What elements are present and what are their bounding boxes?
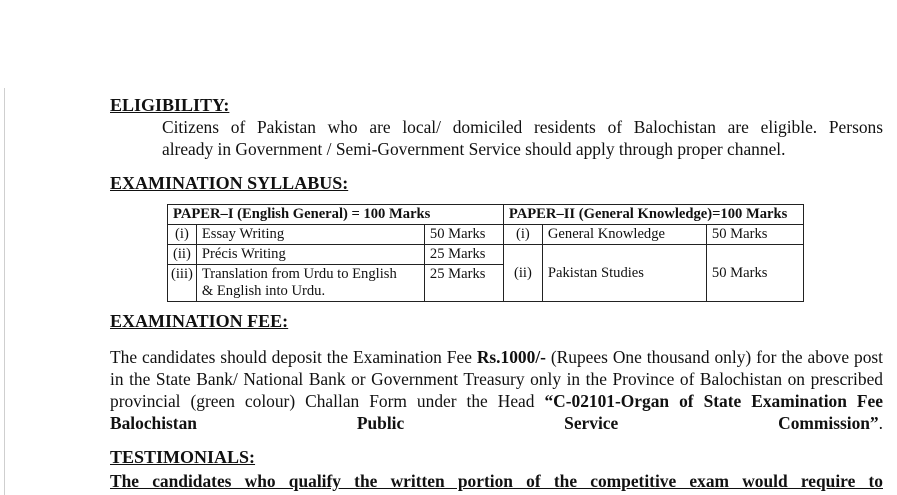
paper1-row-marks: 25 Marks <box>424 245 503 265</box>
paper2-row-num: (ii) <box>503 245 542 302</box>
page-margin-line <box>4 88 5 495</box>
paper1-header: PAPER–I (English General) = 100 Marks <box>168 205 504 225</box>
paper1-row-subject: Précis Writing <box>196 245 424 265</box>
paper2-row-num: (i) <box>503 225 542 245</box>
testimonials-line: The candidates who qualify the written portion of the competitive exam would require to <box>110 471 883 491</box>
paper2-row-marks: 50 Marks <box>706 245 803 302</box>
eligibility-paragraph <box>162 116 883 160</box>
fee-text-b: (Rupees One thousand only) for the above post in the State Bank/ National Bank or Government Treasury only in the Province of Balochistan on prescribed provincial (green colour) Challan Form under the Head <box>110 347 883 411</box>
paper1-row-marks: 50 Marks <box>424 225 503 245</box>
paper1-row-subject-cont: & English into Urdu. <box>201 283 326 299</box>
syllabus-heading: EXAMINATION SYLLABUS: <box>110 173 349 193</box>
fee-heading: EXAMINATION FEE: <box>110 311 289 331</box>
paper2-row-subject: Pakistan Studies <box>542 245 706 302</box>
fee-amount: Rs.1000/- <box>476 347 546 367</box>
table-row <box>168 245 804 265</box>
fee-paragraph <box>110 346 883 434</box>
eligibility-line-1: Citizens of Pakistan who are local/ domiciled residents of Balochistan are eligible. Persons <box>162 117 883 137</box>
table-row <box>168 225 804 245</box>
paper1-row-num: (i) <box>168 225 197 245</box>
syllabus-table <box>167 204 804 302</box>
fee-text <box>110 346 883 434</box>
eligibility-line-2: already in Government / Semi-Government Service should apply through proper channel. <box>162 139 786 159</box>
paper1-row-subject: Translation from Urdu to English <box>201 266 397 282</box>
paper1-row-num: (ii) <box>168 245 197 265</box>
testimonials-heading: TESTIMONIALS: <box>110 447 256 467</box>
fee-text-c: . <box>878 413 883 433</box>
fee-text-a: The candidates should deposit the Examination Fee <box>110 347 477 367</box>
paper2-row-marks: 50 Marks <box>706 225 803 245</box>
eligibility-heading: ELIGIBILITY: <box>110 95 230 115</box>
paper1-row-subject-cell <box>196 265 424 302</box>
paper1-row-subject: Essay Writing <box>196 225 424 245</box>
paper2-row-subject: General Knowledge <box>542 225 706 245</box>
table-header-row <box>168 205 804 225</box>
paper2-header: PAPER–II (General Knowledge)=100 Marks <box>503 205 803 225</box>
paper1-row-num: (iii) <box>168 265 197 302</box>
paper1-row-marks: 25 Marks <box>424 265 503 302</box>
fee-head: “C-02101-Organ of State Examination Fee Balochistan Public Service Commission” <box>110 391 883 433</box>
